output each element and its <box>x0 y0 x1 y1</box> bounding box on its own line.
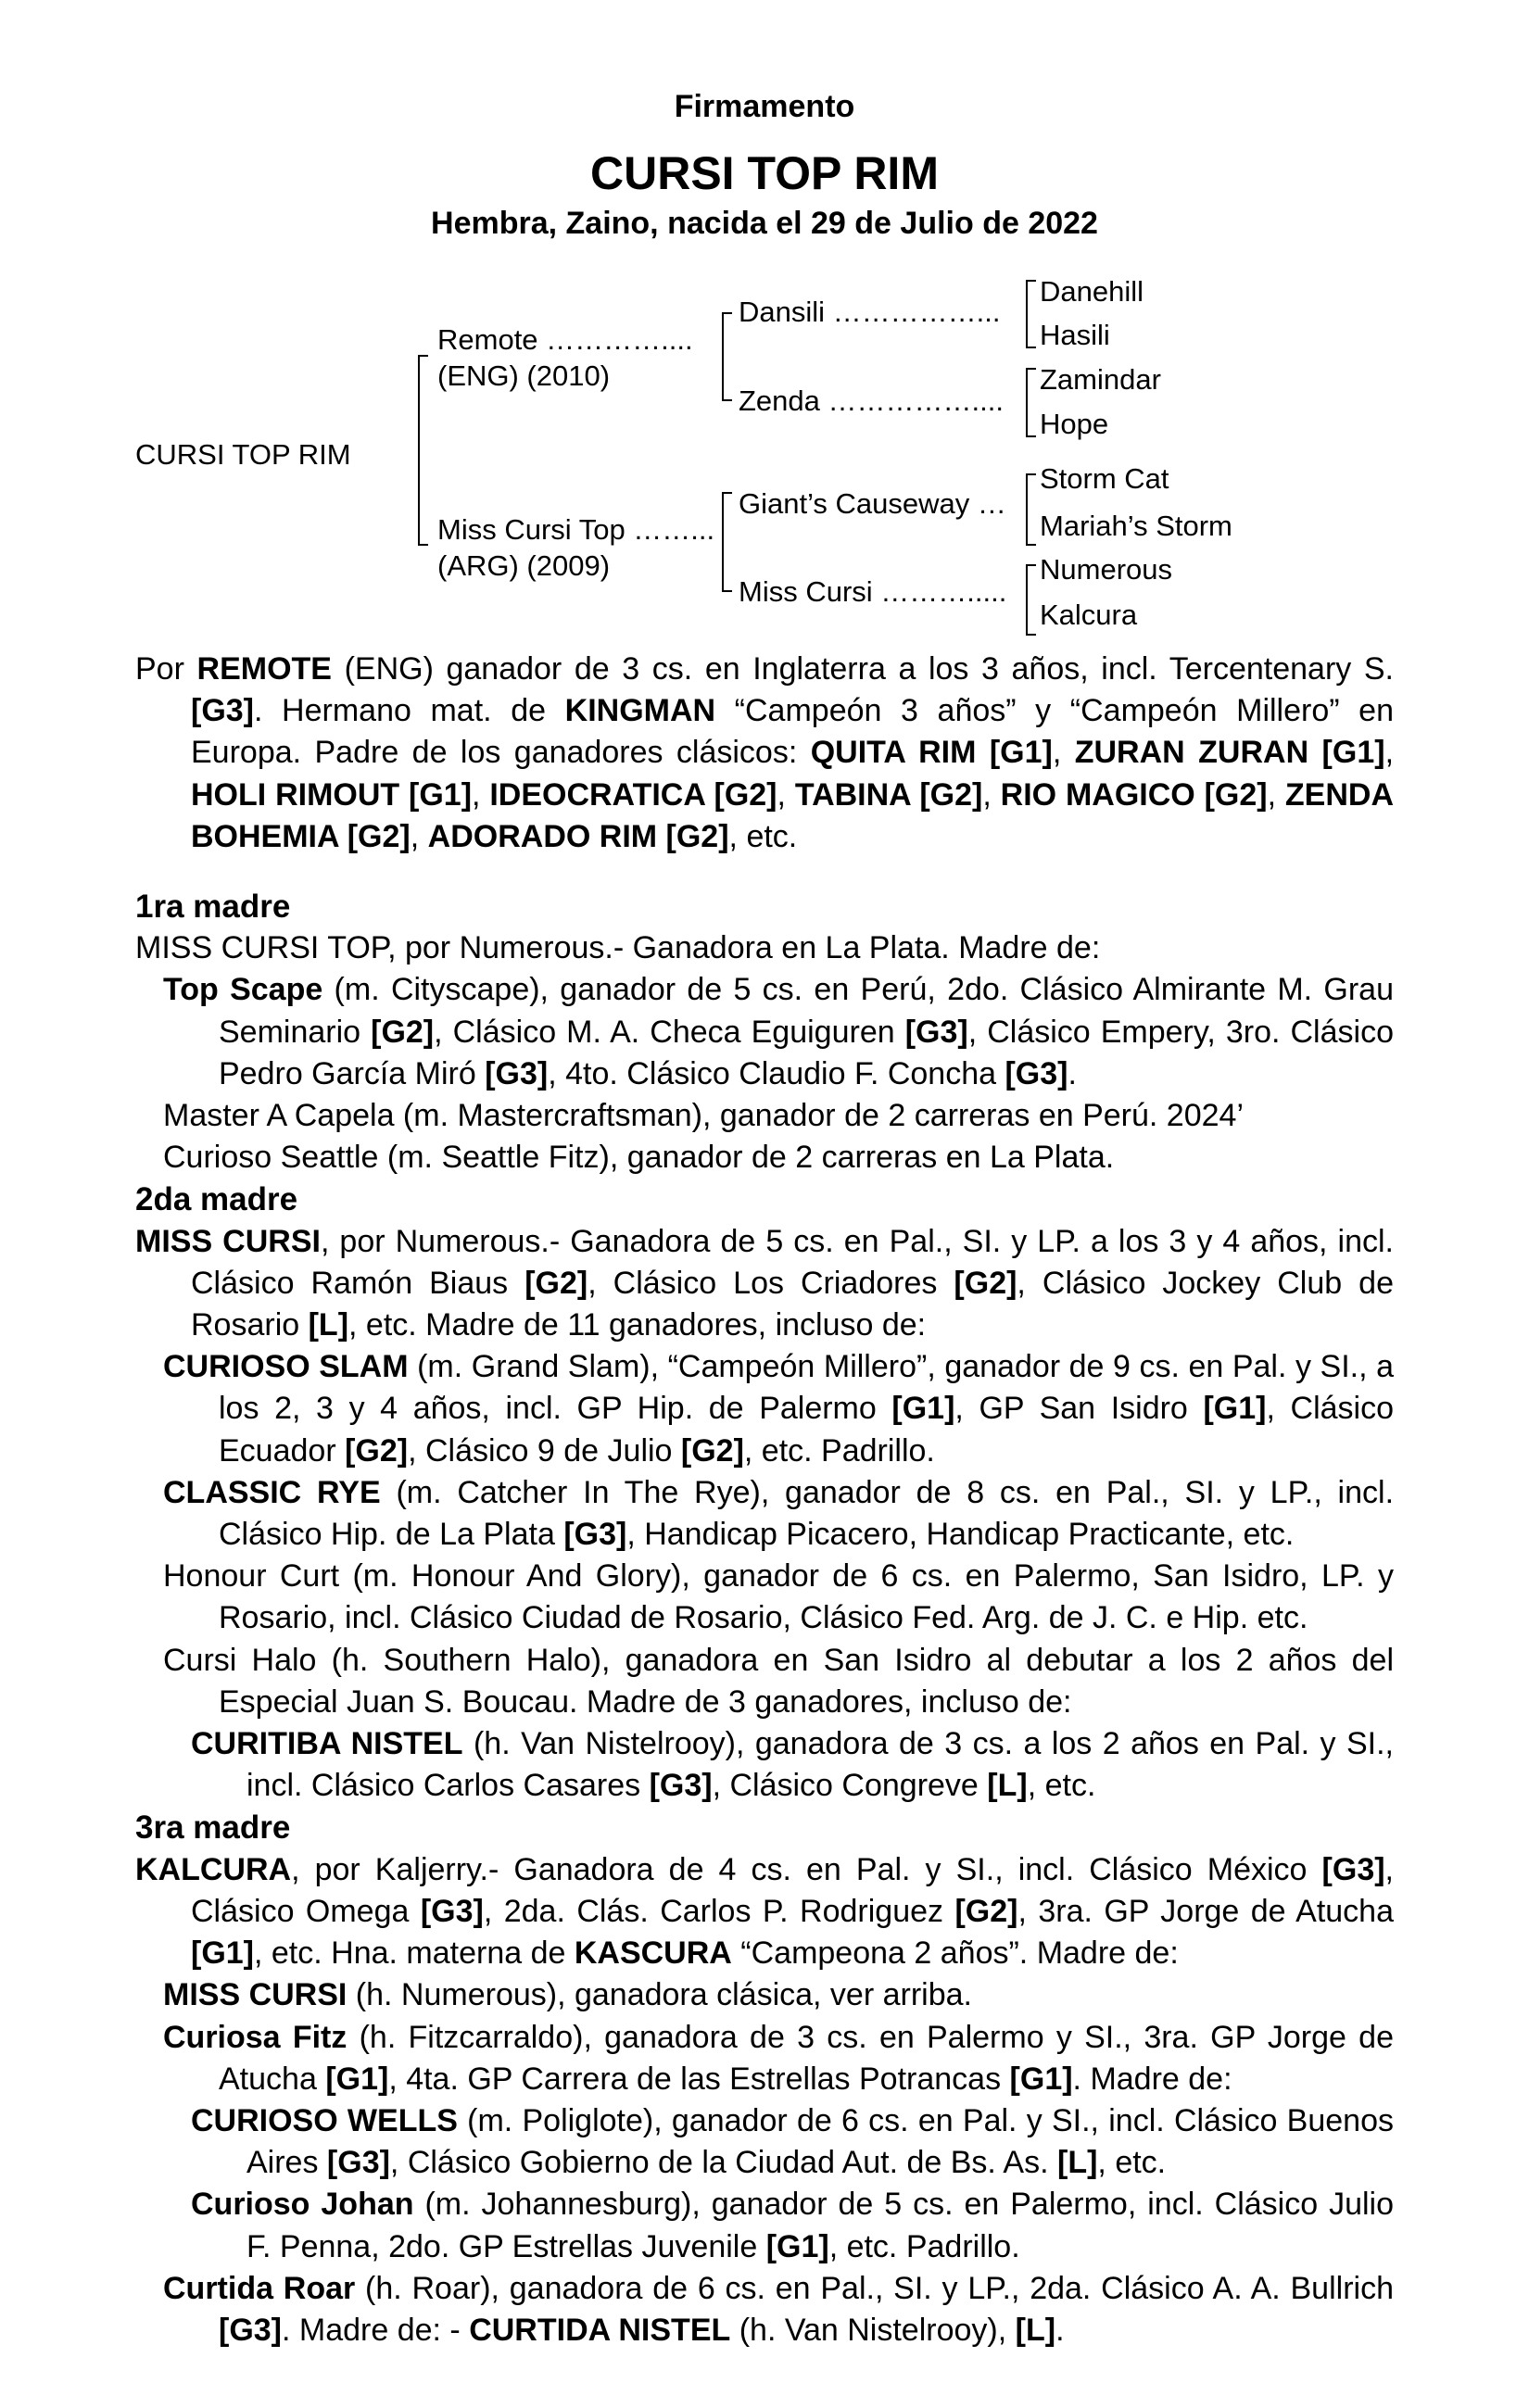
pedigree-sdd: Hope <box>1040 408 1109 440</box>
pedigree-sire-dam: Zenda …………….... <box>739 385 1004 417</box>
pedigree-subject: CURSI TOP RIM <box>135 438 351 471</box>
bracket-sire <box>723 313 732 400</box>
pedigree-dam-sire: Giant’s Causeway … <box>739 487 1006 520</box>
sire-paragraph: Por REMOTE (ENG) ganador de 3 cs. en Inglaterra a los 3 años, incl. Tercentenary S. [G3]. Hermano mat. de KINGMAN “Campeón 3 años” y “Campeón Millero” en Europa. Padre de los ganadores clásicos: QUITA RIM [G1], ZURAN ZURAN [G1], HOLI RIMOUT [G1], IDEOCRATICA [G2], TABINA [G2], RIO MAGICO [G2], ZENDA BOHEMIA [G2], ADORADO RIM [G2], etc. <box>135 651 1395 854</box>
pedigree-sire-origin: (ENG) (2010) <box>437 359 611 392</box>
bracket-giants-causeway <box>1027 474 1036 545</box>
pedigree-sire <box>437 322 693 395</box>
second-dam-heading: 2da madre <box>135 1181 298 1218</box>
produce-curioso-johan: Curioso Johan (m. Johannesburg), ganador de 5 cs. en Palermo, incl. Clásico Julio F. Penna, 2do. GP Estrellas Juvenile [G1], etc. Padrillo. <box>191 2187 1394 2264</box>
pedigree-sss: Danehill <box>1040 275 1144 308</box>
pedigree-ddd: Kalcura <box>1040 599 1138 631</box>
bracket-miss-cursi <box>1027 565 1036 635</box>
bracket-zenda <box>1027 369 1036 436</box>
bracket-gen1 <box>419 356 428 545</box>
second-dam-intro: MISS CURSI, por Numerous.- Ganadora de 5 cs. en Pal., SI. y LP. a los 3 y 4 años, incl. Clásico Ramón Biaus [G2], Clásico Los Criadores [G2], Clásico Jockey Club de Rosario [L], etc. Madre de 11 ganadores, incluso de: <box>135 1223 1394 1343</box>
third-dam-intro: KALCURA, por Kaljerry.- Ganadora de 4 cs. en Pal. y SI., incl. Clásico México [G3], Clásico Omega [G3], 2da. Clás. Carlos P. Rodriguez [G2], 3ra. GP Jorge de Atucha [G1], etc. Hna. materna de KASCURA “Campeona 2 años”. Madre de: <box>135 1851 1394 1972</box>
produce-cursi-halo: Cursi Halo (h. Southern Halo), ganadora en San Isidro al debutar a los 2 años del Especial Juan S. Boucau. Madre de 3 ganadores, incluso de: <box>163 1642 1394 1720</box>
horse-subtitle: Hembra, Zaino, nacida el 29 de Julio de 2022 <box>431 206 1098 241</box>
produce-honour-curt: Honour Curt (m. Honour And Glory), ganador de 6 cs. en Palermo, San Isidro, LP. y Rosario, incl. Clásico Ciudad de Rosario, Clásico Fed. Arg. de J. C. e Hip. etc. <box>163 1558 1394 1636</box>
produce-curioso-slam: CURIOSO SLAM (m. Grand Slam), “Campeón Millero”, ganador de 9 cs. en Pal. y SI., a los 2, 3 y 4 años, incl. GP Hip. de Palermo [G1], GP San Isidro [G1], Clásico Ecuador [G2], Clásico 9 de Julio [G2], etc. Padrillo. <box>163 1349 1394 1469</box>
produce-curioso-seattle: Curioso Seattle (m. Seattle Fitz), ganador de 2 carreras en La Plata. <box>163 1140 1115 1176</box>
bracket-dansili <box>1027 281 1036 347</box>
produce-curioso-wells: CURIOSO WELLS (m. Poliglote), ganador de 6 cs. en Pal. y SI., incl. Clásico Buenos Aires [G3], Clásico Gobierno de la Ciudad Aut. de Bs. As. [L], etc. <box>191 2102 1394 2181</box>
first-dam-heading: 1ra madre <box>135 889 291 926</box>
pedigree-sire-name: Remote ………….... <box>437 323 693 356</box>
produce-master-a-capela: Master A Capela (m. Mastercraftsman), ganador de 2 carreras en Perú. 2024’ <box>163 1098 1244 1134</box>
pedigree-dam-name: Miss Cursi Top ……... <box>437 513 715 546</box>
pedigree-dds: Numerous <box>1040 553 1172 586</box>
pedigree-dam-dam: Miss Cursi ………..... <box>739 575 1007 608</box>
produce-curiosa-fitz: Curiosa Fitz (h. Fitzcarraldo), ganadora de 3 cs. en Palermo y SI., 3ra. GP Jorge de Atucha [G1], 4ta. GP Carrera de las Estrellas Potrancas [G1]. Madre de: <box>163 2019 1395 2097</box>
pedigree-ssd: Hasili <box>1040 319 1110 351</box>
pedigree-sire-sire: Dansili ……………... <box>739 296 1001 328</box>
catalogue-body <box>135 649 1394 2351</box>
bracket-dam <box>723 493 732 591</box>
horse-name-title: CURSI TOP RIM <box>590 147 939 199</box>
produce-curitiba-nistel: CURITIBA NISTEL (h. Van Nistelrooy), ganadora de 3 cs. a los 2 años en Pal. y SI., incl. Clásico Carlos Casares [G3], Clásico Congreve [L], etc. <box>191 1726 1395 1804</box>
produce-top-scape: Top Scape (m. Cityscape), ganador de 5 cs. en Perú, 2do. Clásico Almirante M. Grau Seminario [G2], Clásico M. A. Checa Eguiguren [G3], Clásico Empery, 3ro. Clásico Pedro García Miró [G3], 4to. Clásico Claudio F. Concha [G3]. <box>163 972 1395 1091</box>
pedigree-dss: Storm Cat <box>1040 462 1169 495</box>
pedigree-sds: Zamindar <box>1040 363 1161 396</box>
produce-miss-cursi: MISS CURSI (h. Numerous), ganadora clásica, ver arriba. <box>163 1977 972 2013</box>
pedigree-dam <box>437 512 714 585</box>
pedigree-dsd: Mariah’s Storm <box>1040 510 1232 542</box>
produce-classic-rye: CLASSIC RYE (m. Catcher In The Rye), ganador de 8 cs. en Pal., SI. y LP., incl. Clásico Hip. de La Plata [G3], Handicap Picacero, Handicap Practicante, etc. <box>163 1474 1395 1553</box>
pedigree-dam-origin: (ARG) (2009) <box>437 548 611 582</box>
first-dam-intro: MISS CURSI TOP, por Numerous.- Ganadora en La Plata. Madre de: <box>135 930 1101 966</box>
produce-curtida-roar: Curtida Roar (h. Roar), ganadora de 6 cs. en Pal., SI. y LP., 2da. Clásico A. A. Bullrich [G3]. Madre de: - CURTIDA NISTEL (h. Van Nistelrooy), [L]. <box>163 2270 1394 2348</box>
third-dam-heading: 3ra madre <box>135 1809 291 1847</box>
breeder-name: Firmamento <box>674 89 855 124</box>
